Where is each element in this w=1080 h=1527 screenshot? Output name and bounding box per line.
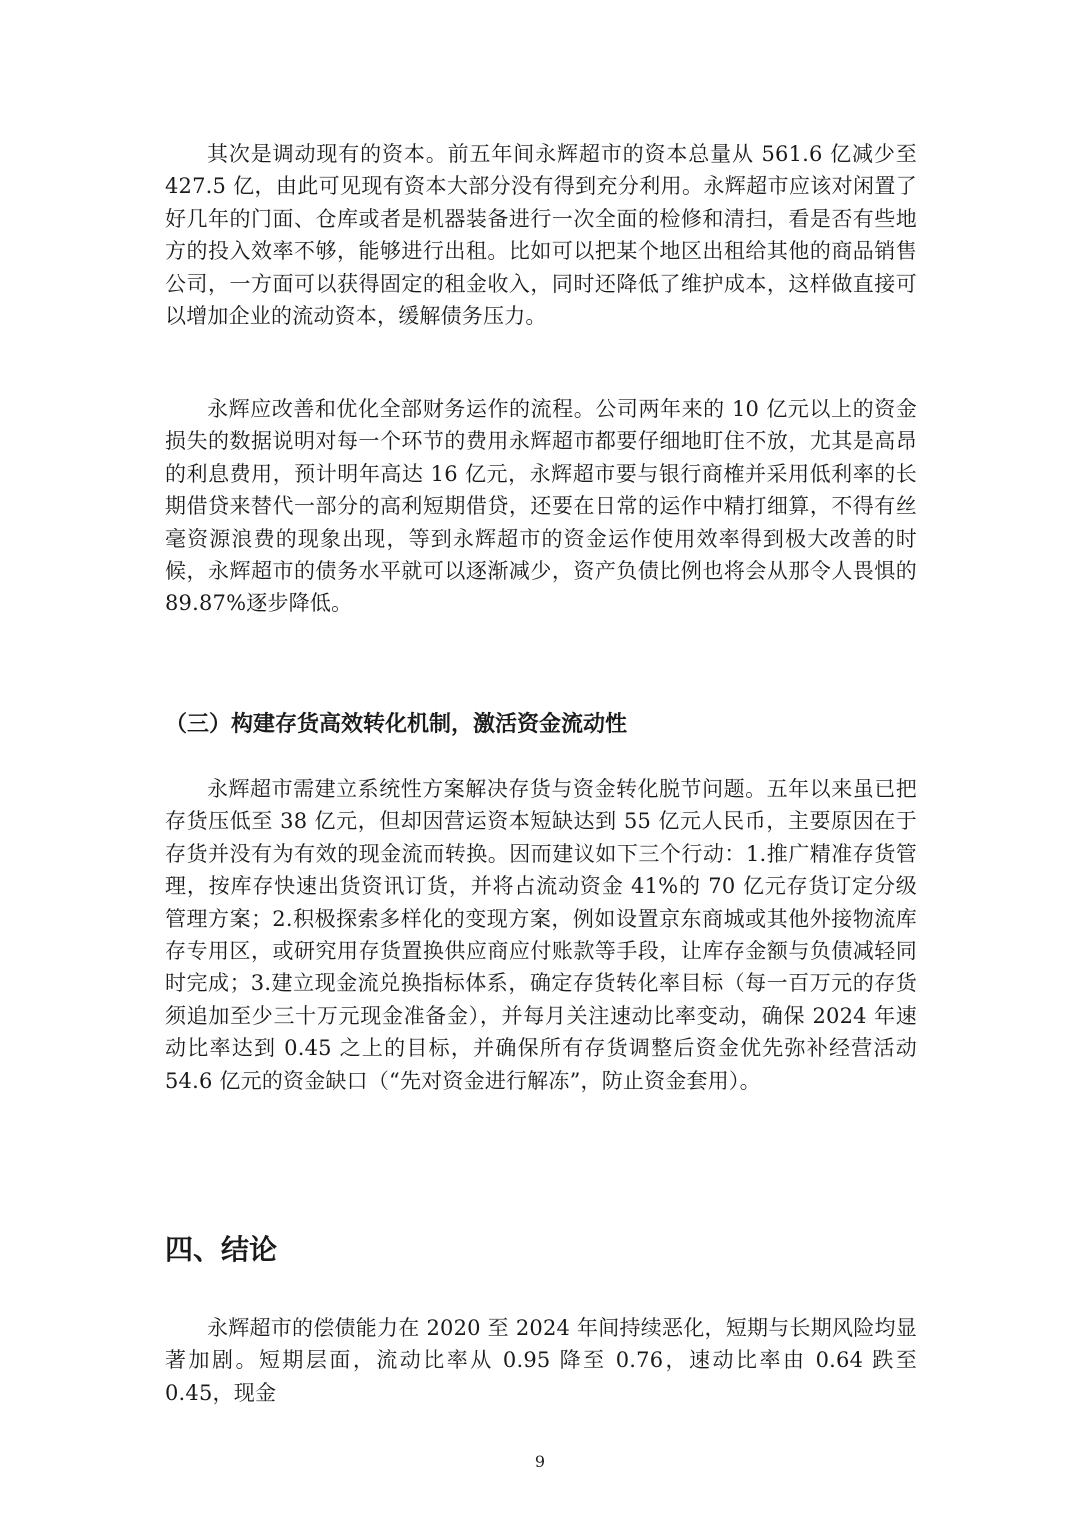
chapter-heading: 四、结论 [165,1233,278,1266]
paragraph-capital: 其次是调动现有的资本。前五年间永辉超市的资本总量从 561.6 亿减少至 427.5 亿，由此可见现有资本大部分没有得到充分利用。永辉超市应该对闲置了好几年的门面、仓库或者是机器装备进行一次全面的检修和清扫，看是否有些地方的投入效率不够，能够进行出租。比如可以把某个地区出租给其他的商品销售公司，一方面可以获得固定的租金收入，同时还降低了维护成本，这样做直接可以增加企业的流动资本，缓解债务压力。 [165,142,917,329]
paragraph-conclusion: 永辉超市的偿债能力在 2020 至 2024 年间持续恶化，短期与长期风险均显著加剧。短期层面，流动比率从 0.95 降至 0.76，速动比率由 0.64 跌至 0.45，现金 [165,1316,917,1405]
paragraph-process: 永辉应改善和优化全部财务运作的流程。公司两年来的 10 亿元以上的资金损失的数据说明对每一个环节的费用永辉超市都要仔细地盯住不放，尤其是高昂的利息费用，预计明年高达 16 亿元，永辉超市要与银行商榷并采用低利率的长期借贷来替代一部分的高利短期借贷，还要在日常的运作中精打细算，不得有丝毫资源浪费的现象出现，等到永辉超市的资金运作使用效率得到极大改善的时候，永辉超市的债务水平就可以逐渐减少，资产负债比例也将会从那令人畏惧的 89.87%逐步降低。 [165,397,917,616]
section-heading: （三）构建存货高效转化机制，激活资金流动性 [165,712,628,737]
page-number: 9 [534,1452,546,1471]
paragraph-inventory: 永辉超市需建立系统性方案解决存货与资金转化脱节问题。五年以来虽已把存货压低至 38 亿元，但却因营运资本短缺达到 55 亿元人民币，主要原因在于存货并没有为有效的现金流而转换。因而建议如下三个行动：1.推广精准存货管理，按库存快速出货资讯订货，并将占流动资金 41%的 70 亿元存货订定分级管理方案；2.积极探索多样化的变现方案，例如设置京东商城或其他外接物流库存专用区，或研究用存货置换供应商应付账款等手段，让库存金额与负债减轻同时完成；3.建立现金流兑换指标体系，确定存货转化率目标（每一百万元的存货须追加至少三十万元现金准备金），并每月关注速动比率变动，确保 2024 年速动比率达到 0.45 之上的目标，并确保所有存货调整后资金优先弥补经营活动 54.6 亿元的资金缺口（“先对资金进行解冻”，防止资金套用）。 [165,777,917,1093]
